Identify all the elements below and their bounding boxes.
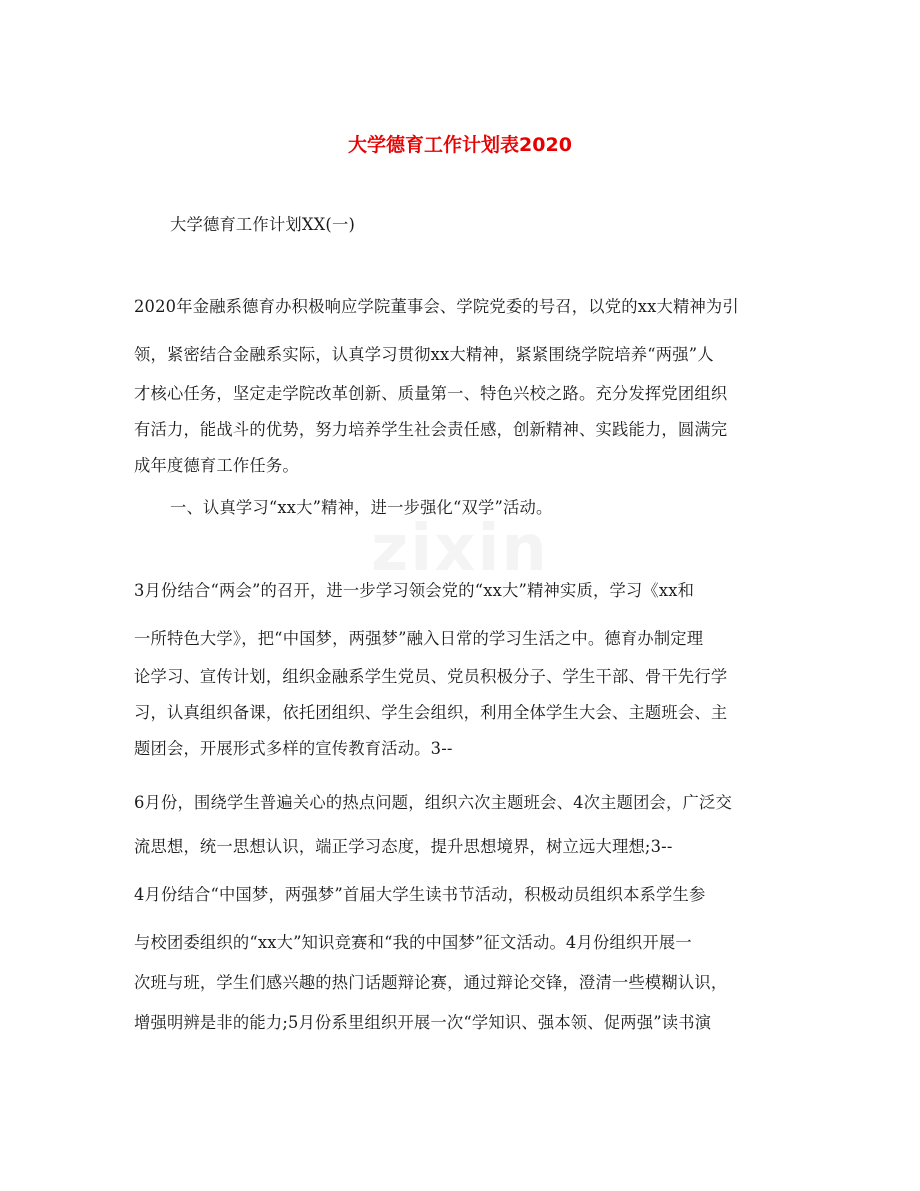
document-title: 大学德育工作计划表2020 [348,134,572,156]
section-heading: 一、认真学习“xx大”精神，进一步强化“双学”活动。 [170,498,553,517]
paragraph-line: 习，认真组织备课，依托团组织、学生会组织，利用全体学生大会、主题班会、主 [134,703,728,722]
paragraph-line: 题团会，开展形式多样的宣传教育活动。3-- [134,739,453,758]
paragraph-line: 成年度德育工作任务。 [134,456,299,475]
section-heading: 大学德育工作计划XX(一) [170,215,356,234]
paragraph-line: 增强明辨是非的能力;5月份系里组织开展一次“学知识、强本领、促两强”读书演 [134,1013,712,1032]
paragraph-line: 2020年金融系德育办积极响应学院董事会、学院党委的号召，以党的xx大精神为引 [134,297,739,316]
paragraph-line: 有活力，能战斗的优势，努力培养学生社会责任感，创新精神、实践能力，圆满完 [134,420,728,439]
paragraph-line: 流思想，统一思想认识，端正学习态度，提升思想境界，树立远大理想;3-- [134,837,673,856]
paragraph-line: 一所特色大学》，把“中国梦，两强梦”融入日常的学习生活之中。德育办制定理 [134,629,704,648]
paragraph-line: 与校团委组织的“xx大”知识竞赛和“我的中国梦”征文活动。4月份组织开展一 [134,933,692,952]
paragraph-line: 才核心任务，坚定走学院改革创新、质量第一、特色兴校之路。充分发挥党团组织 [134,384,728,403]
watermark-text [330,512,590,586]
paragraph-line: 领，紧密结合金融系实际，认真学习贯彻xx大精神，紧紧围绕学院培养“两强”人 [134,345,714,364]
paragraph-line: 次班与班，学生们感兴趣的热门话题辩论赛，通过辩论交锋，澄清一些模糊认识， [134,973,728,992]
paragraph-line: 3月份结合“两会”的召开，进一步学习领会党的“xx大”精神实质，学习《xx和 [134,581,695,600]
paragraph-line: 6月份，围绕学生普遍关心的热点问题，组织六次主题班会、4次主题团会，广泛交 [134,793,732,812]
paragraph-line: 4月份结合“中国梦，两强梦”首届大学生读书节活动，积极动员组织本系学生参 [134,885,706,904]
paragraph-line: 论学习、宣传计划，组织金融系学生党员、党员积极分子、学生干部、骨干先行学 [134,667,728,686]
